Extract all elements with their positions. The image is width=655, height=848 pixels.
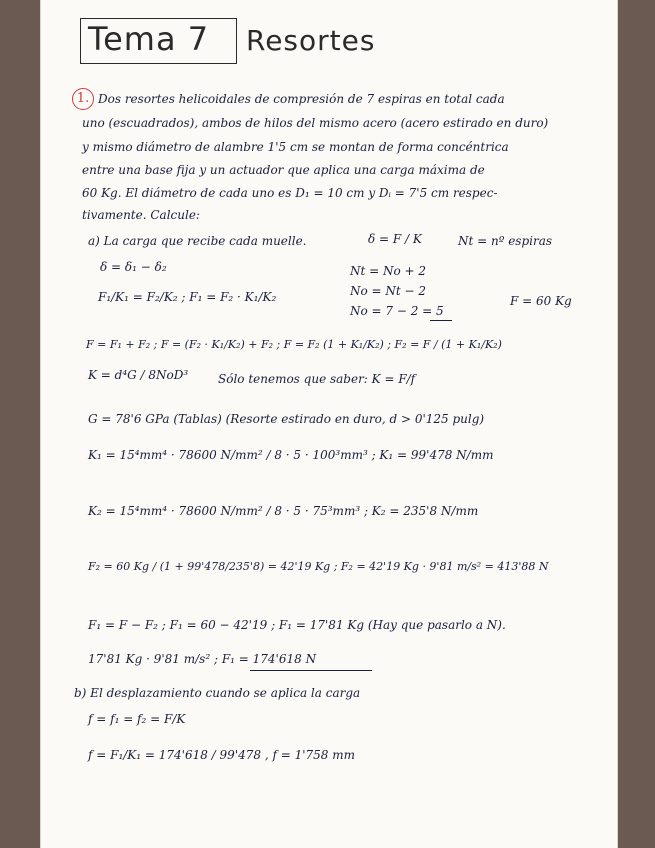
no-value: No = 7 − 2 = 5 [350, 304, 444, 318]
g-value: G = 78'6 GPa (Tablas) (Resorte estirado en duro, d > 0'125 pulg) [88, 412, 485, 426]
statement-line-5: 60 Kg. El diámetro de cada uno es D₁ = 10 cm y Dᵢ = 7'5 cm respec- [82, 186, 498, 200]
k2-equation: K₂ = 15⁴mm⁴ · 78600 N/mm² / 8 · 5 · 75³mm³ ; K₂ = 235'8 N/mm [88, 504, 479, 518]
total-load: F = 60 Kg [510, 294, 572, 308]
statement-line-2: uno (escuadrados), ambos de hilos del mismo acero (acero estirado en duro) [82, 116, 549, 130]
k-formula: K = d⁴G / 8NoD³ [88, 368, 189, 382]
f1-equation: F₁ = F − F₂ ; F₁ = 60 − 42'19 ; F₁ = 17'81 Kg (Hay que pasarlo a N). [88, 618, 506, 632]
nt-equation: Nt = No + 2 [350, 264, 427, 278]
statement-line-4: entre una base fija y un actuador que aplica una carga máxima de [82, 163, 485, 177]
nt-note: Nt = nº espiras [458, 234, 553, 248]
part-a-heading: a) La carga que recibe cada muelle. [88, 234, 307, 248]
statement-line-1: Dos resortes helicoidales de compresión de 7 espiras en total cada [98, 92, 505, 106]
statement-line-3: y mismo diámetro de alambre 1'5 cm se montan de forma concéntrica [82, 140, 509, 154]
page-title-subject: Resortes [246, 24, 376, 57]
delta-definition: δ = F / K [368, 232, 422, 246]
page-title-topic: Tema 7 [88, 20, 210, 58]
f-result: f = F₁/K₁ = 174'618 / 99'478 , f = 1'758 mm [88, 748, 355, 762]
part-b-heading: b) El desplazamiento cuando se aplica la carga [74, 686, 361, 700]
ratio-equation: F₁/K₁ = F₂/K₂ ; F₁ = F₂ · K₁/K₂ [98, 290, 277, 304]
delta-equation: δ = δ₁ − δ₂ [100, 260, 167, 274]
no-equation: No = Nt − 2 [350, 284, 427, 298]
f2-equation: F₂ = 60 Kg / (1 + 99'478/235'8) = 42'19 Kg ; F₂ = 42'19 Kg · 9'81 m/s² = 413'88 N [88, 560, 549, 573]
k-note: Sólo tenemos que saber: K = F/f [218, 372, 416, 386]
f-equation: f = f₁ = f₂ = F/K [88, 712, 186, 726]
k1-equation: K₁ = 15⁴mm⁴ · 78600 N/mm² / 8 · 5 · 100³mm³ ; K₁ = 99'478 N/mm [88, 448, 494, 462]
f1-result-underline [250, 670, 372, 671]
no-value-underline [430, 320, 452, 321]
statement-line-6: tivamente. Calcule: [82, 208, 200, 222]
f1-newton: 17'81 Kg · 9'81 m/s² ; F₁ = 174'618 N [88, 652, 317, 666]
sum-equation: F = F₁ + F₂ ; F = (F₂ · K₁/K₂) + F₂ ; F = F₂ (1 + K₁/K₂) ; F₂ = F / (1 + K₁/K₂) [86, 338, 502, 351]
problem-number-badge: 1. [72, 88, 94, 110]
